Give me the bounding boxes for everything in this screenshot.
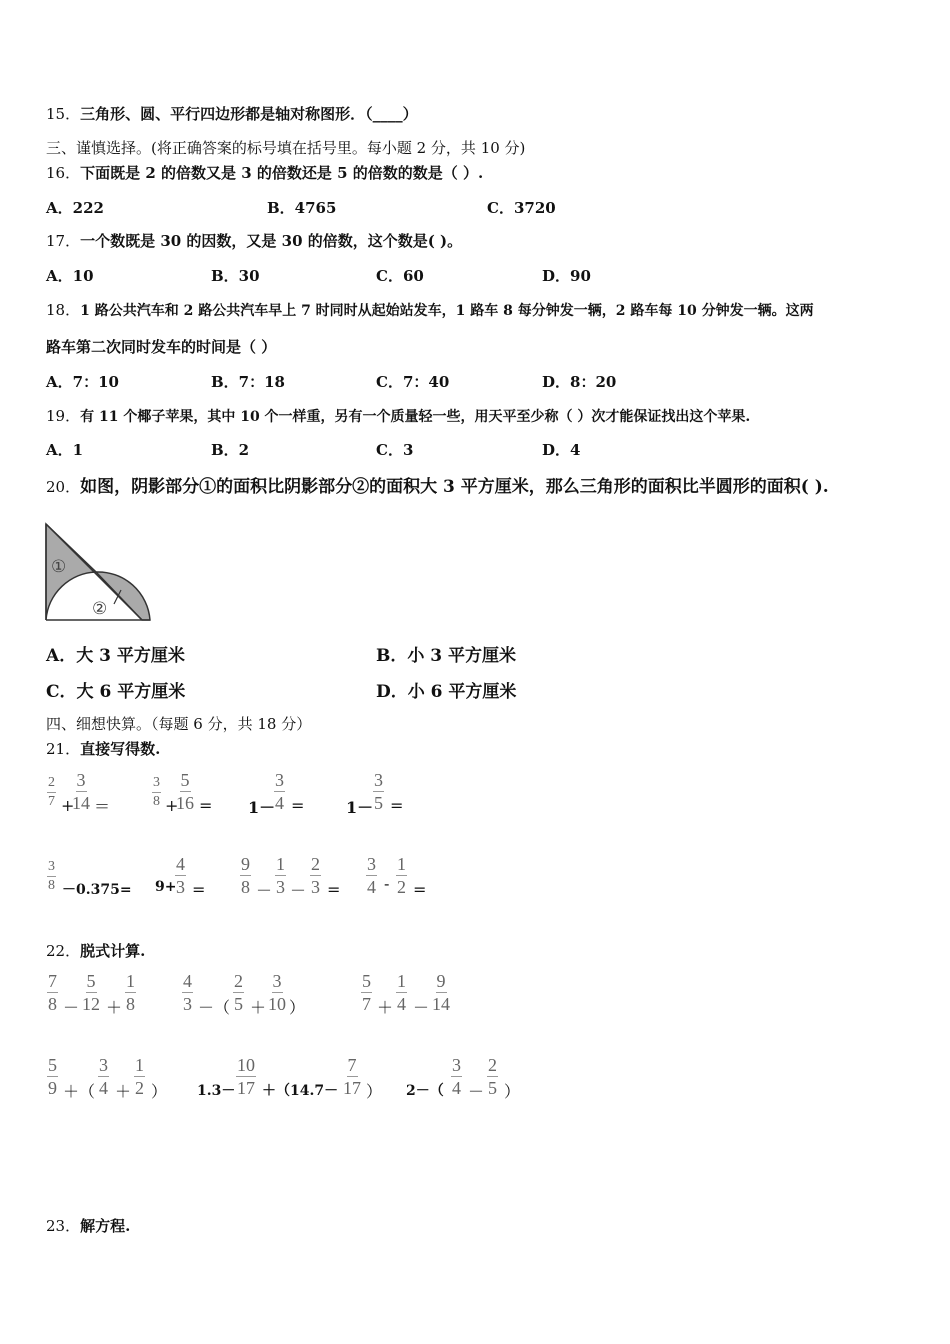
question-number: 19． bbox=[46, 407, 81, 425]
question-19 bbox=[46, 405, 750, 426]
question-text: 三角形、圆、平行四边形都是轴对称图形．（____） bbox=[80, 105, 418, 123]
fraction: $\frac{7}{8}$ bbox=[48, 971, 57, 1014]
region-1-label: ① bbox=[51, 557, 67, 577]
equals: = bbox=[413, 880, 427, 899]
fraction: $\frac{3}{14}$ bbox=[72, 770, 90, 813]
operator: －（ bbox=[198, 998, 231, 1017]
close-paren: ） bbox=[504, 1082, 521, 1101]
option-c: C．3 bbox=[376, 441, 414, 459]
fraction: $\frac{5}{12}$ bbox=[82, 971, 100, 1014]
close-paren: ） bbox=[366, 1082, 383, 1101]
section-3-title: 三、谨慎选择。(将正确答案的标号填在括号里。每小题 2 分，共 10 分) bbox=[46, 139, 526, 157]
operator: － bbox=[290, 881, 307, 900]
option-c: C．3720 bbox=[487, 199, 556, 217]
question-number: 23． bbox=[46, 1217, 81, 1235]
operator: ＋ bbox=[106, 998, 123, 1017]
question-number: 17． bbox=[46, 232, 81, 250]
fraction: $\frac{3}{4}$ bbox=[275, 770, 284, 813]
operator: ＋（14.7－ bbox=[262, 1083, 339, 1099]
question-22 bbox=[46, 940, 145, 961]
fraction: $\frac{2}{7}$ bbox=[48, 775, 55, 809]
equals: ＝ bbox=[94, 797, 111, 816]
question-number: 21． bbox=[46, 740, 81, 758]
option-a: A．10 bbox=[46, 267, 94, 285]
fraction: $\frac{3}{4}$ bbox=[99, 1055, 108, 1098]
section-4-title: 四、细想快算。（每题 6 分，共 18 分） bbox=[46, 715, 312, 733]
question-17 bbox=[46, 230, 462, 251]
fraction: $\frac{3}{10}$ bbox=[268, 971, 286, 1014]
fraction: $\frac{3}{4}$ bbox=[452, 1055, 461, 1098]
question-text: 有 11 个椰子苹果，其中 10 个一样重，另有一个质量轻一些，用天平至少称（ ）次才能保证找出这个苹果. bbox=[80, 409, 751, 425]
option-a: A．大 3 平方厘米 bbox=[46, 646, 185, 666]
region-2-label: ② bbox=[92, 599, 108, 619]
fraction: $\frac{2}{3}$ bbox=[311, 854, 320, 897]
operator: ＋（ bbox=[63, 1082, 96, 1101]
prefix: 2－（ bbox=[406, 1083, 444, 1099]
option-a: A．7：10 bbox=[46, 373, 119, 391]
fraction: $\frac{4}{3}$ bbox=[183, 971, 192, 1014]
fraction: $\frac{1}{4}$ bbox=[397, 971, 406, 1014]
question-text-line-2: 路车第二次同时发车的时间是（ ） bbox=[46, 338, 277, 356]
question-text: 脱式计算. bbox=[80, 942, 146, 960]
fraction: $\frac{1}{3}$ bbox=[276, 854, 285, 897]
option-d: D．8：20 bbox=[542, 373, 617, 391]
fraction: $\frac{9}{14}$ bbox=[432, 971, 450, 1014]
fraction: $\frac{3}{5}$ bbox=[374, 770, 383, 813]
option-d: D．小 6 平方厘米 bbox=[376, 682, 517, 702]
operator: + bbox=[165, 796, 179, 815]
question-number: 18． bbox=[46, 301, 81, 319]
prefix: 1.3－ bbox=[197, 1083, 236, 1099]
triangle-semicircle-figure bbox=[44, 522, 154, 626]
option-b: B．7：18 bbox=[211, 373, 285, 391]
operator: ＋ bbox=[115, 1082, 132, 1101]
option-d: D．90 bbox=[542, 267, 591, 285]
fraction: $\frac{3}{8}$ bbox=[48, 859, 55, 893]
fraction: $\frac{5}{7}$ bbox=[362, 971, 371, 1014]
prefix: 1－ bbox=[248, 798, 276, 817]
operator: ＋ bbox=[250, 998, 267, 1017]
fraction: $\frac{1}{2}$ bbox=[397, 854, 406, 897]
equals: = bbox=[327, 880, 341, 899]
option-c: C．7：40 bbox=[376, 373, 450, 391]
fraction: $\frac{5}{9}$ bbox=[48, 1055, 57, 1098]
option-c: C．60 bbox=[376, 267, 424, 285]
equals: = bbox=[291, 796, 305, 815]
equals: = bbox=[192, 880, 206, 899]
question-18 bbox=[46, 299, 814, 320]
question-text: 如图，阴影部分①的面积比阴影部分②的面积大 3 平方厘米，那么三角形的面积比半圆形的面积( ). bbox=[80, 477, 829, 497]
option-a: A．222 bbox=[46, 199, 104, 217]
question-number: 20． bbox=[46, 478, 81, 496]
equals: = bbox=[390, 796, 404, 815]
question-23 bbox=[46, 1215, 130, 1236]
option-a: A．1 bbox=[46, 441, 84, 459]
fraction: $\frac{5}{16}$ bbox=[176, 770, 194, 813]
operator: － bbox=[256, 881, 273, 900]
fraction: $\frac{4}{3}$ bbox=[176, 854, 185, 897]
question-text: 解方程. bbox=[80, 1217, 131, 1235]
fraction: $\frac{3}{8}$ bbox=[153, 775, 160, 809]
question-text: 直接写得数. bbox=[80, 740, 161, 758]
close-paren: ） bbox=[289, 998, 306, 1017]
question-20 bbox=[46, 472, 829, 497]
option-b: B．4765 bbox=[267, 199, 337, 217]
question-text-line-1: 1 路公共汽车和 2 路公共汽车早上 7 时同时从起始站发车，1 路车 8 每分钟发一辆，2 路车每 10 分钟发一辆。这两 bbox=[80, 303, 814, 319]
operator: － bbox=[63, 998, 80, 1017]
fraction: $\frac{1}{8}$ bbox=[126, 971, 135, 1014]
prefix: 9+ bbox=[155, 879, 177, 895]
question-15 bbox=[46, 103, 418, 124]
option-b: B．小 3 平方厘米 bbox=[376, 646, 517, 666]
fraction: $\frac{3}{4}$ bbox=[367, 854, 376, 897]
operator: ＋ bbox=[377, 998, 394, 1017]
option-b: B．2 bbox=[211, 441, 250, 459]
operator: - bbox=[384, 874, 390, 893]
close-paren: ） bbox=[151, 1082, 168, 1101]
operator: + bbox=[61, 796, 75, 815]
fraction: $\frac{7}{17}$ bbox=[343, 1055, 361, 1098]
fraction: $\frac{10}{17}$ bbox=[237, 1055, 255, 1098]
question-text: 下面既是 2 的倍数又是 3 的倍数还是 5 的倍数的数是（ ）. bbox=[80, 164, 484, 182]
fraction: $\frac{1}{2}$ bbox=[135, 1055, 144, 1098]
question-16 bbox=[46, 162, 483, 183]
fraction: $\frac{9}{8}$ bbox=[241, 854, 250, 897]
operator: － bbox=[413, 998, 430, 1017]
option-c: C．大 6 平方厘米 bbox=[46, 682, 186, 702]
fraction: $\frac{2}{5}$ bbox=[234, 971, 243, 1014]
prefix: 1－ bbox=[346, 798, 374, 817]
question-text: 一个数既是 30 的因数，又是 30 的倍数，这个数是( )。 bbox=[80, 232, 463, 250]
suffix: －0.375= bbox=[62, 882, 132, 898]
operator: － bbox=[468, 1082, 485, 1101]
question-21 bbox=[46, 738, 160, 759]
fraction: $\frac{2}{5}$ bbox=[488, 1055, 497, 1098]
equals: = bbox=[199, 796, 213, 815]
question-number: 22． bbox=[46, 942, 81, 960]
option-d: D．4 bbox=[542, 441, 581, 459]
question-number: 16． bbox=[46, 164, 81, 182]
question-number: 15． bbox=[46, 105, 81, 123]
option-b: B．30 bbox=[211, 267, 260, 285]
